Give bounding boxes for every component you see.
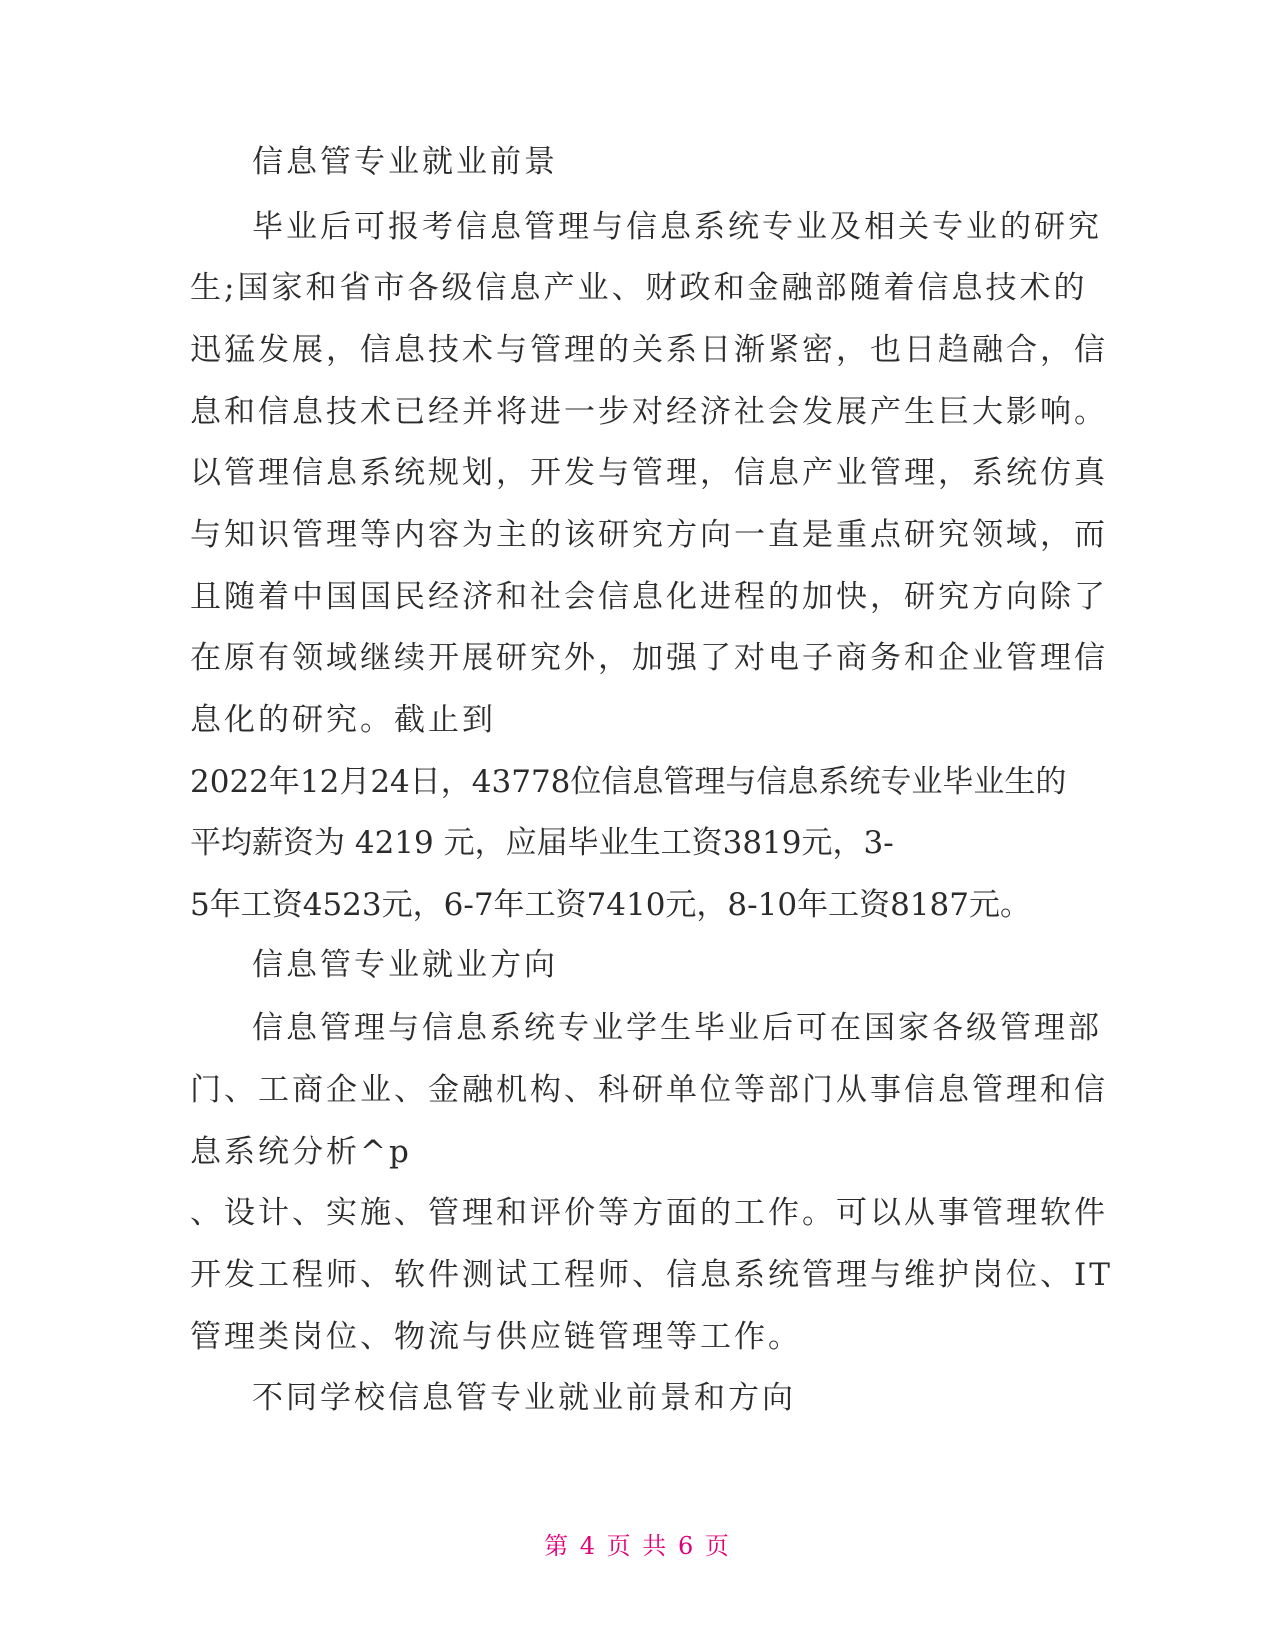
heading-school-comparison: 不同学校信息管专业就业前景和方向 xyxy=(252,1380,796,1416)
paragraph-line: 在原有领域继续开展研究外，加强了对电子商务和企业管理信 xyxy=(190,640,1108,676)
paragraph-line: 生;国家和省市各级信息产业、财政和金融部随着信息技术的 xyxy=(190,270,1088,306)
paragraph-line: 信息管理与信息系统专业学生毕业后可在国家各级管理部 xyxy=(252,1010,1102,1046)
paragraph-line: 毕业后可报考信息管理与信息系统专业及相关专业的研究 xyxy=(252,209,1102,245)
page-number-footer: 第 4 页 共 6 页 xyxy=(544,1532,731,1560)
paragraph-line: 2022年12月24日，43778位信息管理与信息系统专业毕业生的 xyxy=(190,764,1067,800)
paragraph-line: 息和信息技术已经并将进一步对经济社会发展产生巨大影响。 xyxy=(190,394,1108,430)
paragraph-line: 平均薪资为 4219 元，应届毕业生工资3819元，3- xyxy=(190,825,894,861)
paragraph-line: 5年工资4523元，6-7年工资7410元，8-10年工资8187元。 xyxy=(190,887,1031,923)
paragraph-line: 、设计、实施、管理和评价等方面的工作。可以从事管理软件 xyxy=(190,1195,1108,1231)
paragraph-line: 且随着中国国民经济和社会信息化进程的加快，研究方向除了 xyxy=(190,579,1108,615)
paragraph-line: 息化的研究。截止到 xyxy=(190,702,496,738)
paragraph-line: 以管理信息系统规划，开发与管理，信息产业管理，系统仿真 xyxy=(190,455,1108,491)
paragraph-line: 与知识管理等内容为主的该研究方向一直是重点研究领域，而 xyxy=(190,517,1108,553)
heading-employment-prospects: 信息管专业就业前景 xyxy=(252,144,558,180)
paragraph-line: 息系统分析^p xyxy=(190,1134,412,1170)
paragraph-line: 迅猛发展，信息技术与管理的关系日渐紧密，也日趋融合，信 xyxy=(190,332,1108,368)
paragraph-line: 开发工程师、软件测试工程师、信息系统管理与维护岗位、IT xyxy=(190,1257,1113,1293)
paragraph-line: 管理类岗位、物流与供应链管理等工作。 xyxy=(190,1319,802,1355)
heading-employment-directions: 信息管专业就业方向 xyxy=(252,947,558,983)
paragraph-line: 门、工商企业、金融机构、科研单位等部门从事信息管理和信 xyxy=(190,1072,1108,1108)
